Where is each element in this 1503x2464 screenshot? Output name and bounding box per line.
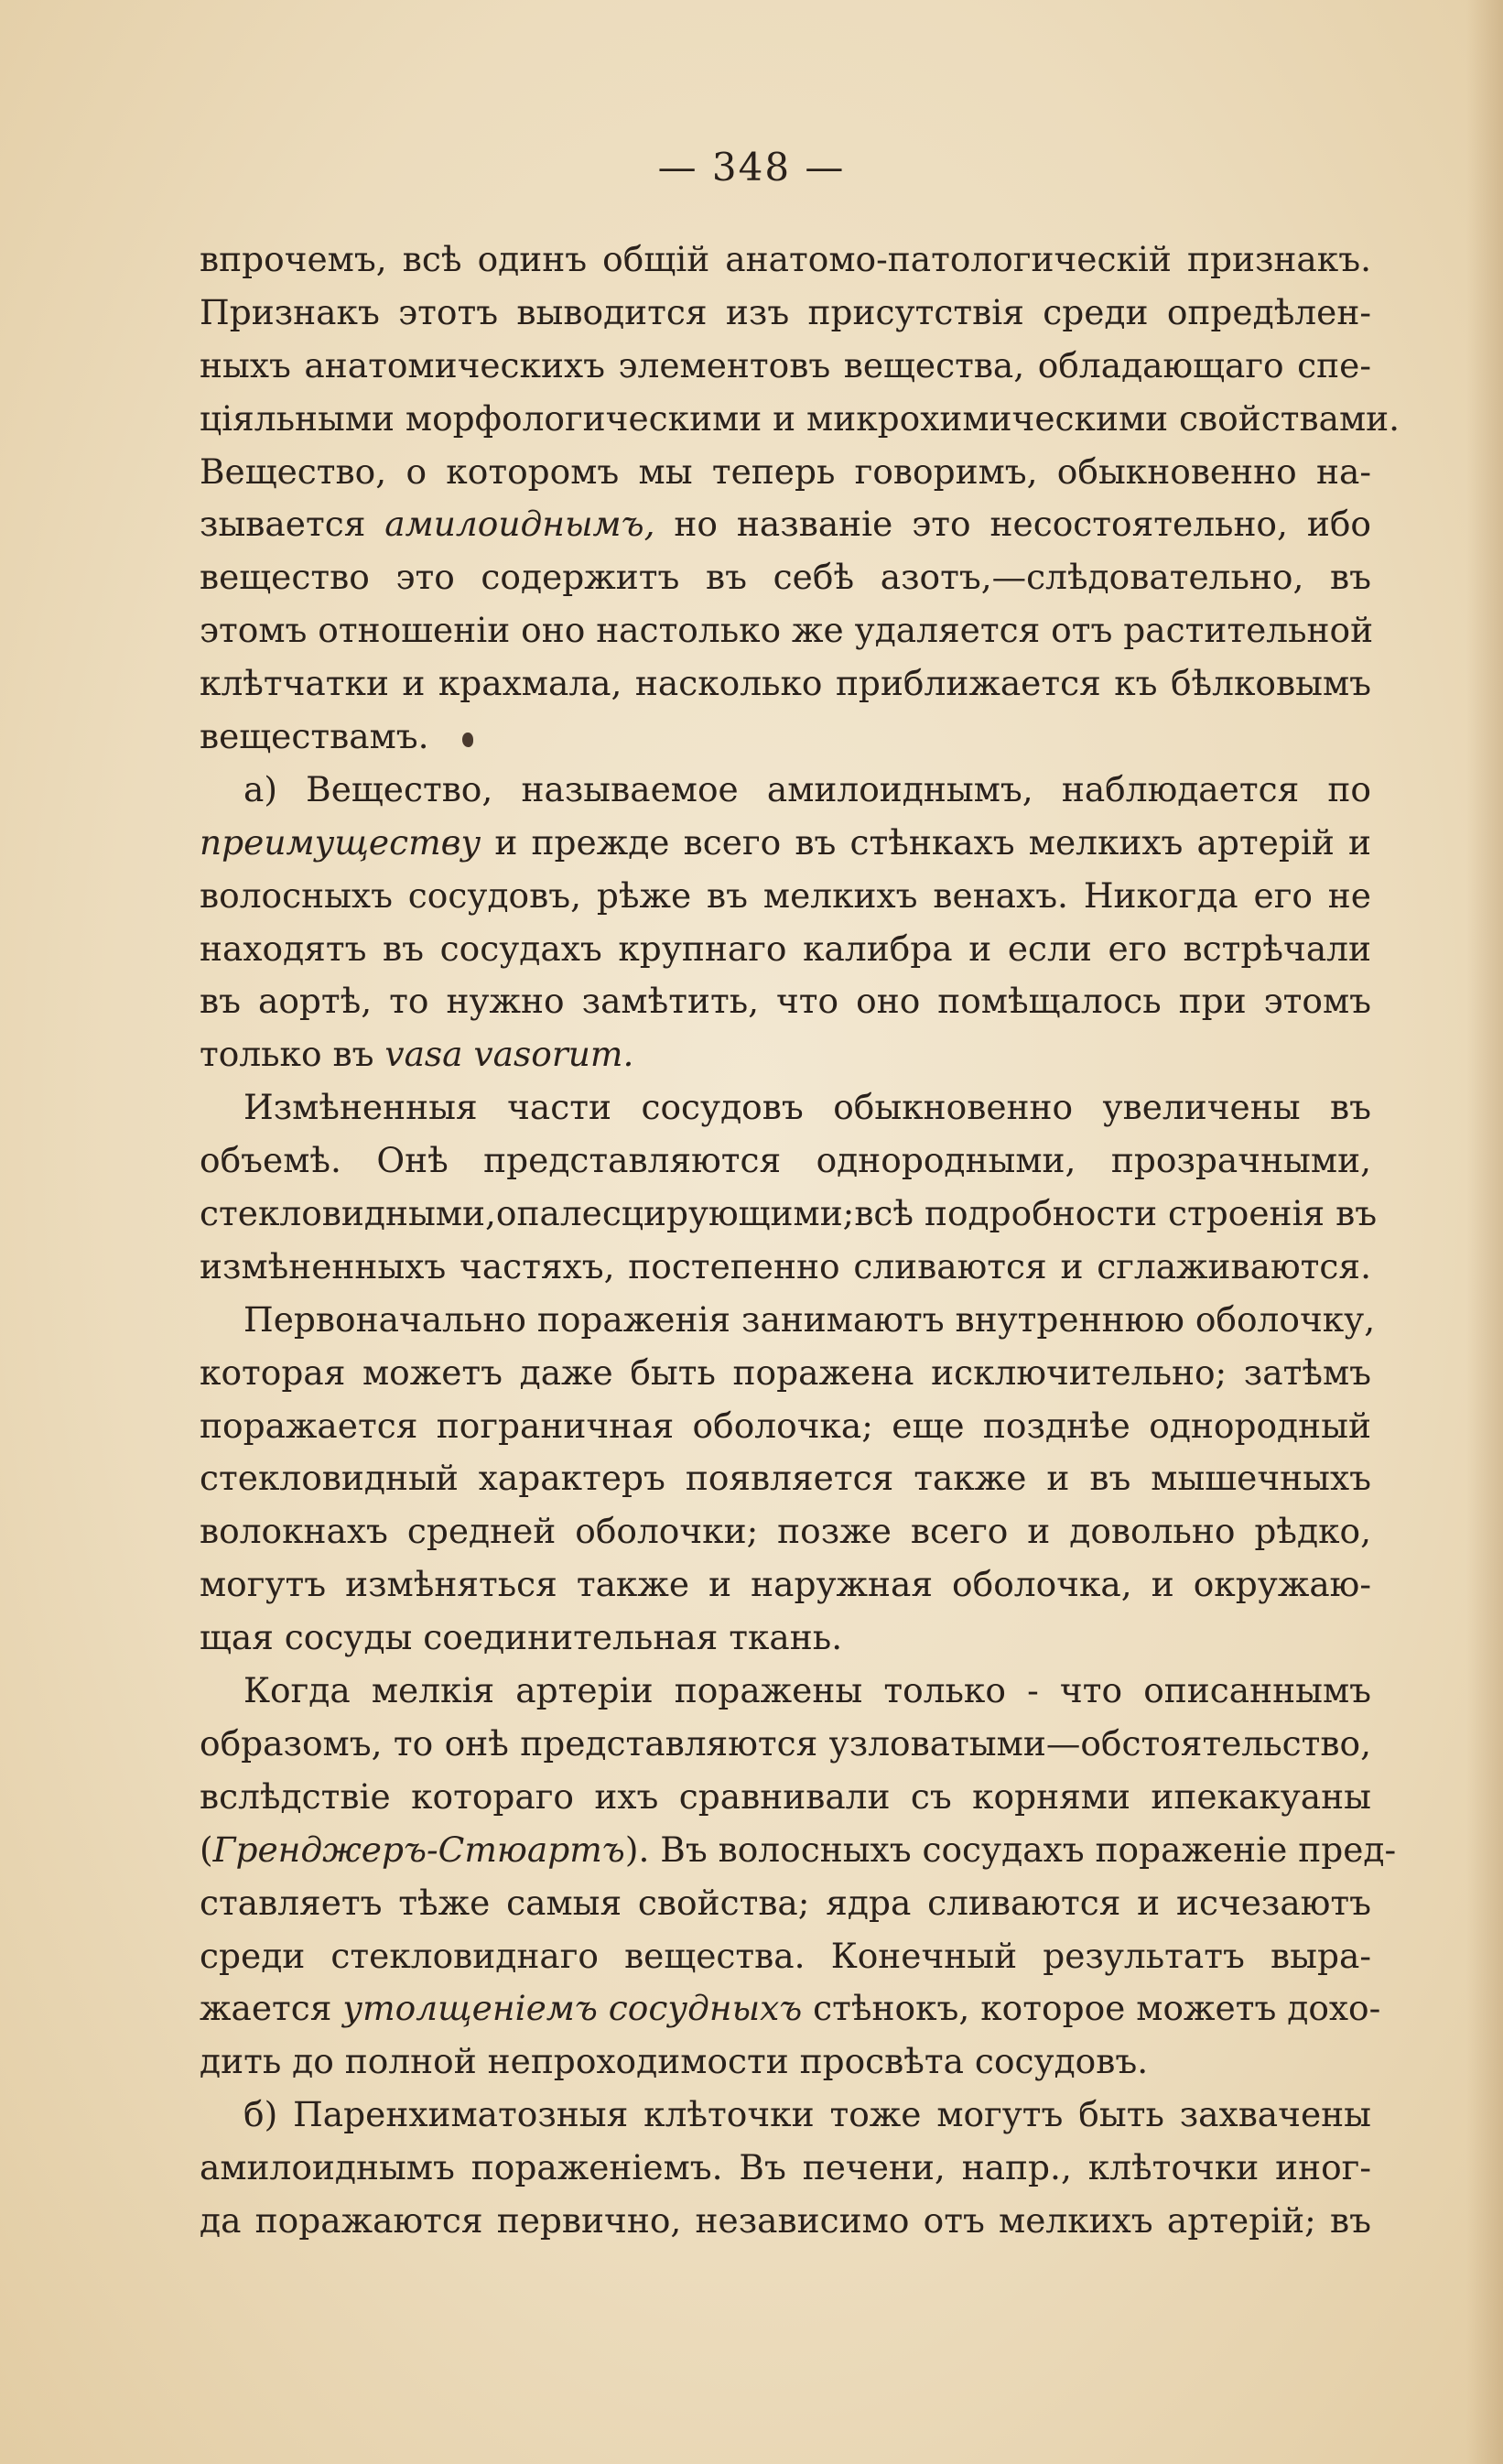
- text-line: [200, 1347, 1371, 1400]
- text-line: [200, 287, 1371, 340]
- text-segment: щая сосуды соединительная ткань.: [200, 1617, 843, 1658]
- italic-text: Гренджеръ-Стюартъ: [212, 1829, 625, 1870]
- text-line: [200, 1188, 1378, 1241]
- text-line: [200, 1612, 1371, 1665]
- text-line: [200, 1452, 1371, 1505]
- text-segment: образомъ, то онѣ представляются узловатыми—обстоятельство,: [200, 1722, 1371, 1764]
- body-text: [200, 233, 1400, 2248]
- text-segment: Измѣненныя части сосудовъ обыкновенно увеличены въ: [243, 1087, 1371, 1128]
- text-line: [200, 1771, 1371, 1824]
- text-line: [200, 1505, 1371, 1558]
- text-segment: да поражаются первично, независимо отъ мелкихъ артерій; въ: [200, 2199, 1371, 2241]
- text-segment: среди стекловиднаго вещества. Конечный результатъ выра-: [200, 1935, 1371, 1976]
- text-segment: Вещество, о которомъ мы теперь говоримъ, обыкновенно на-: [200, 450, 1371, 492]
- text-line: [200, 340, 1371, 393]
- text-line: [200, 1400, 1371, 1453]
- text-line: [200, 1665, 1371, 1718]
- text-segment: клѣтчатки и крахмала, насколько приближается къ бѣлковымъ: [200, 663, 1371, 704]
- text-line: [200, 1241, 1371, 1294]
- text-segment: амилоиднымъ пораженіемъ. Въ печени, напр., клѣточки иног-: [200, 2147, 1371, 2188]
- text-line: [200, 764, 1371, 817]
- text-segment: находятъ въ сосудахъ крупнаго калибра и если его встрѣчали: [200, 928, 1371, 969]
- text-segment: Когда мелкія артеріи поражены только - что описаннымъ: [243, 1670, 1371, 1711]
- text-line: [200, 975, 1371, 1028]
- text-segment: ставляетъ тѣже самыя свойства; ядра сливаются и исчезаютъ: [200, 1882, 1371, 1923]
- text-segment: жается: [200, 1988, 343, 2029]
- text-line: [200, 498, 1371, 551]
- italic-text: преимуществу: [200, 821, 481, 863]
- text-line: [200, 2195, 1371, 2248]
- text-segment: могутъ измѣняться также и наружная оболочка, и окружаю-: [200, 1564, 1371, 1605]
- text-line: [200, 923, 1371, 976]
- ink-blot: [462, 733, 473, 747]
- text-line: [200, 233, 1371, 287]
- text-line: [200, 1081, 1371, 1134]
- text-segment: поражается пограничная оболочка; еще позднѣе однородный: [200, 1405, 1371, 1446]
- text-segment: ныхъ анатомическихъ элементовъ вещества, обладающаго спе-: [200, 344, 1371, 385]
- text-line: [200, 393, 1400, 446]
- text-segment: впрочемъ, всѣ одинъ общій анатомо-патологическій признакъ.: [200, 239, 1371, 279]
- text-line: [200, 2142, 1371, 2195]
- text-line: [200, 1877, 1371, 1930]
- text-segment: ). Въ волосныхъ сосудахъ пораженіе пред-: [624, 1829, 1397, 1870]
- text-line: [200, 817, 1371, 870]
- text-segment: стекловидный характеръ появляется также и въ мышечныхъ: [200, 1458, 1371, 1499]
- text-line: [200, 1982, 1381, 2035]
- text-segment: волосныхъ сосудовъ, рѣже въ мелкихъ венахъ. Никогда его не: [200, 874, 1371, 916]
- text-line: [200, 1558, 1371, 1612]
- text-line: [200, 1134, 1371, 1188]
- text-segment: (: [200, 1829, 213, 1870]
- text-segment: Первоначально пораженія занимаютъ внутреннюю оболочку,: [243, 1298, 1376, 1340]
- text-line: [200, 1824, 1397, 1877]
- italic-text: vasa vasorum.: [384, 1034, 634, 1075]
- text-line: [200, 2035, 1371, 2089]
- text-segment: ціяльными морфологическими и микрохимическими свойствами.: [200, 397, 1400, 439]
- text-segment: вещество это содержитъ въ себѣ азотъ,—слѣдовательно, въ: [200, 557, 1371, 598]
- text-segment: а) Вещество, называемое амилоиднымъ, наблюдается по: [243, 768, 1371, 809]
- text-line: [200, 1718, 1371, 1771]
- page-edge-shadow: [1466, 0, 1503, 2464]
- text-line: [200, 551, 1371, 604]
- italic-text: утолщеніемъ сосудныхъ: [342, 1988, 803, 2029]
- text-segment: объемѣ. Онѣ представляются однородными, прозрачными,: [200, 1140, 1371, 1181]
- text-segment: веществамъ.: [200, 716, 429, 757]
- text-line: [200, 604, 1374, 657]
- text-line: [200, 446, 1371, 499]
- page-number: — 348 —: [657, 145, 846, 190]
- text-segment: Признакъ этотъ выводится изъ присутствія среди опредѣлен-: [200, 291, 1371, 332]
- text-segment: б) Паренхиматозныя клѣточки тоже могутъ быть захвачены: [243, 2094, 1371, 2135]
- text-segment: стекловидными,опалесцирующими;всѣ подробности строенія въ: [200, 1193, 1378, 1234]
- text-line: [200, 2089, 1371, 2142]
- text-line: [200, 657, 1371, 711]
- text-segment: зывается: [200, 504, 385, 545]
- text-line: [200, 870, 1371, 923]
- text-line: [200, 1294, 1376, 1347]
- text-segment: и прежде всего въ стѣнкахъ мелкихъ артерій и: [481, 821, 1371, 863]
- text-segment: стѣнокъ, которое можетъ дохо-: [802, 1988, 1381, 2029]
- text-segment: вслѣдствіе котораго ихъ сравнивали съ корнями ипекакуаны: [200, 1775, 1371, 1817]
- text-segment: волокнахъ средней оболочки; позже всего и довольно рѣдко,: [200, 1511, 1371, 1552]
- text-segment: въ аортѣ, то нужно замѣтить, что оно помѣщалось при этомъ: [200, 981, 1371, 1022]
- text-segment: но названіе это несостоятельно, ибо: [654, 504, 1371, 545]
- text-line: [200, 1028, 1371, 1081]
- italic-text: амилоиднымъ,: [384, 504, 655, 545]
- text-line: [200, 1930, 1371, 1983]
- text-segment: только въ: [200, 1034, 385, 1075]
- text-segment: этомъ отношеніи оно настолько же удаляется отъ растительной: [200, 610, 1374, 651]
- text-segment: дить до полной непроходимости просвѣта сосудовъ.: [200, 2041, 1149, 2082]
- text-line: [200, 711, 1371, 764]
- text-segment: которая можетъ даже быть поражена исключительно; затѣмъ: [200, 1351, 1371, 1393]
- text-segment: измѣненныхъ частяхъ, постепенно сливаются и сглаживаются.: [200, 1245, 1371, 1286]
